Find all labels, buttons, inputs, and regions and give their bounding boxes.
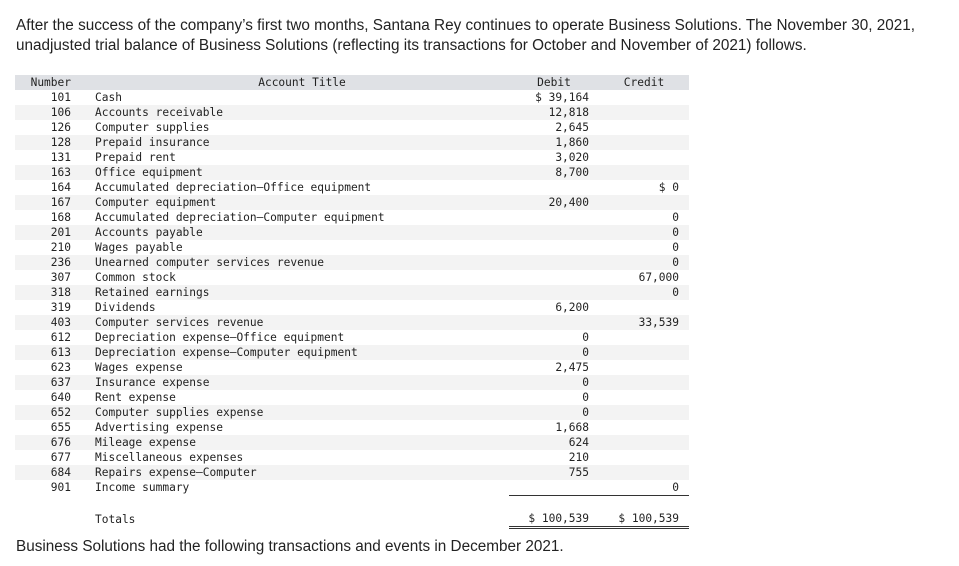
cell-number: 101: [50, 91, 71, 104]
header-number: Number: [15, 75, 81, 90]
header-account-title: Account Title: [81, 75, 509, 90]
cell-debit: 6,200: [555, 301, 589, 314]
cell-debit: [509, 240, 599, 255]
cell-credit: [599, 465, 689, 480]
cell-credit: [599, 450, 689, 465]
cell-debit: 1,668: [555, 421, 589, 434]
outro-paragraph: Business Solutions had the following transactions and events in December 2021.: [16, 538, 564, 555]
cell-debit: [509, 180, 599, 195]
cell-debit: 2,645: [555, 121, 589, 134]
table-row: [15, 285, 689, 300]
table-row-income-summary: [15, 480, 689, 496]
cell-debit: [509, 480, 599, 496]
table-row: [15, 450, 689, 465]
cell-number: 623: [50, 361, 71, 374]
cell-credit: 0: [599, 285, 689, 300]
cell-number: 318: [15, 285, 81, 300]
cell-account-title: Cash: [95, 91, 122, 104]
cell-number: 319: [50, 301, 71, 314]
cell-credit: [599, 165, 689, 180]
cell-account-title: Depreciation expense—Computer equipment: [81, 345, 509, 360]
table-row: [15, 210, 689, 225]
cell-credit: [599, 375, 689, 390]
cell-credit: 0: [599, 255, 689, 270]
totals-debit: $ 100,539: [509, 511, 599, 528]
cell-credit: 33,539: [599, 315, 689, 330]
cell-account-title: Mileage expense: [81, 435, 509, 450]
table-body: [15, 90, 689, 480]
cell-credit: [599, 420, 689, 435]
cell-account-title: Accounts payable: [81, 225, 509, 240]
cell-credit: 67,000: [638, 271, 679, 284]
cell-debit: [509, 210, 599, 225]
table-row-totals: [15, 511, 689, 528]
cell-number: 684: [15, 465, 81, 480]
cell-account-title: Computer services revenue: [81, 315, 509, 330]
table-row: [15, 90, 689, 105]
cell-account-title: Income summary: [95, 481, 190, 495]
table-header-row: [15, 75, 689, 90]
cell-debit: 12,818: [509, 105, 599, 120]
table-row: [15, 150, 689, 165]
cell-account-title: Computer equipment: [81, 195, 509, 210]
table-row: [15, 120, 689, 135]
cell-account-title: Accumulated depreciation—Computer equipment: [95, 211, 385, 224]
cell-number: 637: [15, 375, 81, 390]
cell-credit: [599, 150, 689, 165]
table-row: [15, 240, 689, 255]
table-row: [15, 345, 689, 360]
cell-account-title: Computer supplies: [95, 121, 210, 134]
cell-number: 163: [15, 165, 81, 180]
header-debit: Debit: [509, 75, 599, 90]
table-row: [15, 435, 689, 450]
cell-account-title: Accumulated depreciation—Office equipment: [95, 181, 372, 194]
cell-credit: 0: [672, 241, 679, 254]
table-row: [15, 180, 689, 195]
cell-debit: [509, 315, 599, 330]
cell-number: 201: [15, 225, 81, 240]
cell-credit: [599, 90, 689, 105]
cell-account-title: Wages expense: [95, 361, 183, 374]
totals-credit: $ 100,539: [599, 511, 689, 528]
cell-credit: [599, 435, 689, 450]
cell-number: 126: [50, 121, 71, 134]
cell-debit: [509, 255, 599, 270]
intro-paragraph: After the success of the company’s first two months, Santana Rey continues to operate Business Solutions. The November 30, 2021, unadjusted trial balance of Business Solutions (reflecting its transactions for October and November of 2021) follows.: [16, 17, 916, 54]
table-row: [15, 135, 689, 150]
trial-balance-table: [15, 75, 689, 529]
cell-number: 168: [50, 211, 71, 224]
cell-debit: 0: [582, 391, 589, 404]
cell-credit: [599, 360, 689, 375]
cell-credit: $ 0: [658, 181, 679, 194]
cell-credit: [599, 135, 689, 150]
cell-debit: $ 39,164: [535, 91, 589, 104]
table-row: [15, 315, 689, 330]
cell-account-title: Depreciation expense—Office equipment: [95, 331, 345, 344]
cell-credit: 0: [672, 211, 679, 224]
cell-account-title: Insurance expense: [81, 375, 509, 390]
cell-account-title: Dividends: [95, 301, 156, 314]
table-row: [15, 390, 689, 405]
cell-credit: [599, 300, 689, 315]
table-row: [15, 105, 689, 120]
cell-credit: [599, 195, 689, 210]
header-credit: Credit: [599, 75, 689, 90]
cell-debit: [509, 225, 599, 240]
cell-number: 677: [50, 451, 71, 464]
cell-debit: 624: [509, 435, 599, 450]
cell-account-title: Unearned computer services revenue: [81, 255, 509, 270]
cell-number: 652: [15, 405, 81, 420]
table-row: [15, 300, 689, 315]
cell-number: 236: [15, 255, 81, 270]
cell-number: 613: [15, 345, 81, 360]
cell-account-title: Repairs expense—Computer: [81, 465, 509, 480]
cell-number: 640: [50, 391, 71, 404]
cell-account-title: Miscellaneous expenses: [95, 451, 244, 464]
cell-debit: 20,400: [509, 195, 599, 210]
cell-credit: [599, 345, 689, 360]
cell-credit: [599, 330, 689, 345]
cell-number: 210: [50, 241, 71, 254]
cell-number: 612: [50, 331, 71, 344]
table-row: [15, 255, 689, 270]
cell-credit: 0: [599, 225, 689, 240]
cell-debit: 210: [568, 451, 589, 464]
cell-debit: 2,475: [555, 361, 589, 374]
cell-debit: 1,860: [509, 135, 599, 150]
cell-account-title: Prepaid insurance: [81, 135, 509, 150]
cell-number: 164: [50, 181, 71, 194]
table-row: [15, 225, 689, 240]
table-row: [15, 375, 689, 390]
cell-number: 403: [15, 315, 81, 330]
cell-credit: 0: [599, 480, 689, 496]
cell-account-title: Common stock: [95, 271, 176, 284]
table-row: [15, 465, 689, 480]
cell-debit: 0: [509, 375, 599, 390]
cell-number: 131: [50, 151, 71, 164]
cell-account-title: Prepaid rent: [95, 151, 176, 164]
cell-number: 901: [50, 481, 71, 495]
table-row: [15, 420, 689, 435]
cell-number: 655: [50, 421, 71, 434]
table-row: [15, 405, 689, 420]
cell-number: 106: [15, 105, 81, 120]
cell-account-title: Office equipment: [81, 165, 509, 180]
cell-account-title: Advertising expense: [95, 421, 223, 434]
cell-debit: 0: [582, 331, 589, 344]
table-row: [15, 270, 689, 285]
cell-account-title: Accounts receivable: [81, 105, 509, 120]
cell-debit: 0: [509, 405, 599, 420]
cell-number: 128: [15, 135, 81, 150]
cell-credit: [599, 390, 689, 405]
cell-account-title: Wages payable: [95, 241, 183, 254]
table-row: [15, 195, 689, 210]
table-row: [15, 330, 689, 345]
cell-credit: [599, 405, 689, 420]
cell-debit: [509, 285, 599, 300]
cell-number: 307: [50, 271, 71, 284]
totals-label: Totals: [95, 512, 136, 526]
cell-account-title: Computer supplies expense: [81, 405, 509, 420]
cell-account-title: Rent expense: [95, 391, 176, 404]
cell-account-title: Retained earnings: [81, 285, 509, 300]
table-row: [15, 360, 689, 375]
cell-debit: 8,700: [509, 165, 599, 180]
cell-credit: [599, 105, 689, 120]
cell-number: 167: [15, 195, 81, 210]
cell-debit: 3,020: [555, 151, 589, 164]
cell-debit: 755: [509, 465, 599, 480]
cell-debit: [509, 270, 599, 285]
cell-number: 676: [15, 435, 81, 450]
cell-debit: 0: [509, 345, 599, 360]
cell-credit: [599, 120, 689, 135]
table-row: [15, 165, 689, 180]
